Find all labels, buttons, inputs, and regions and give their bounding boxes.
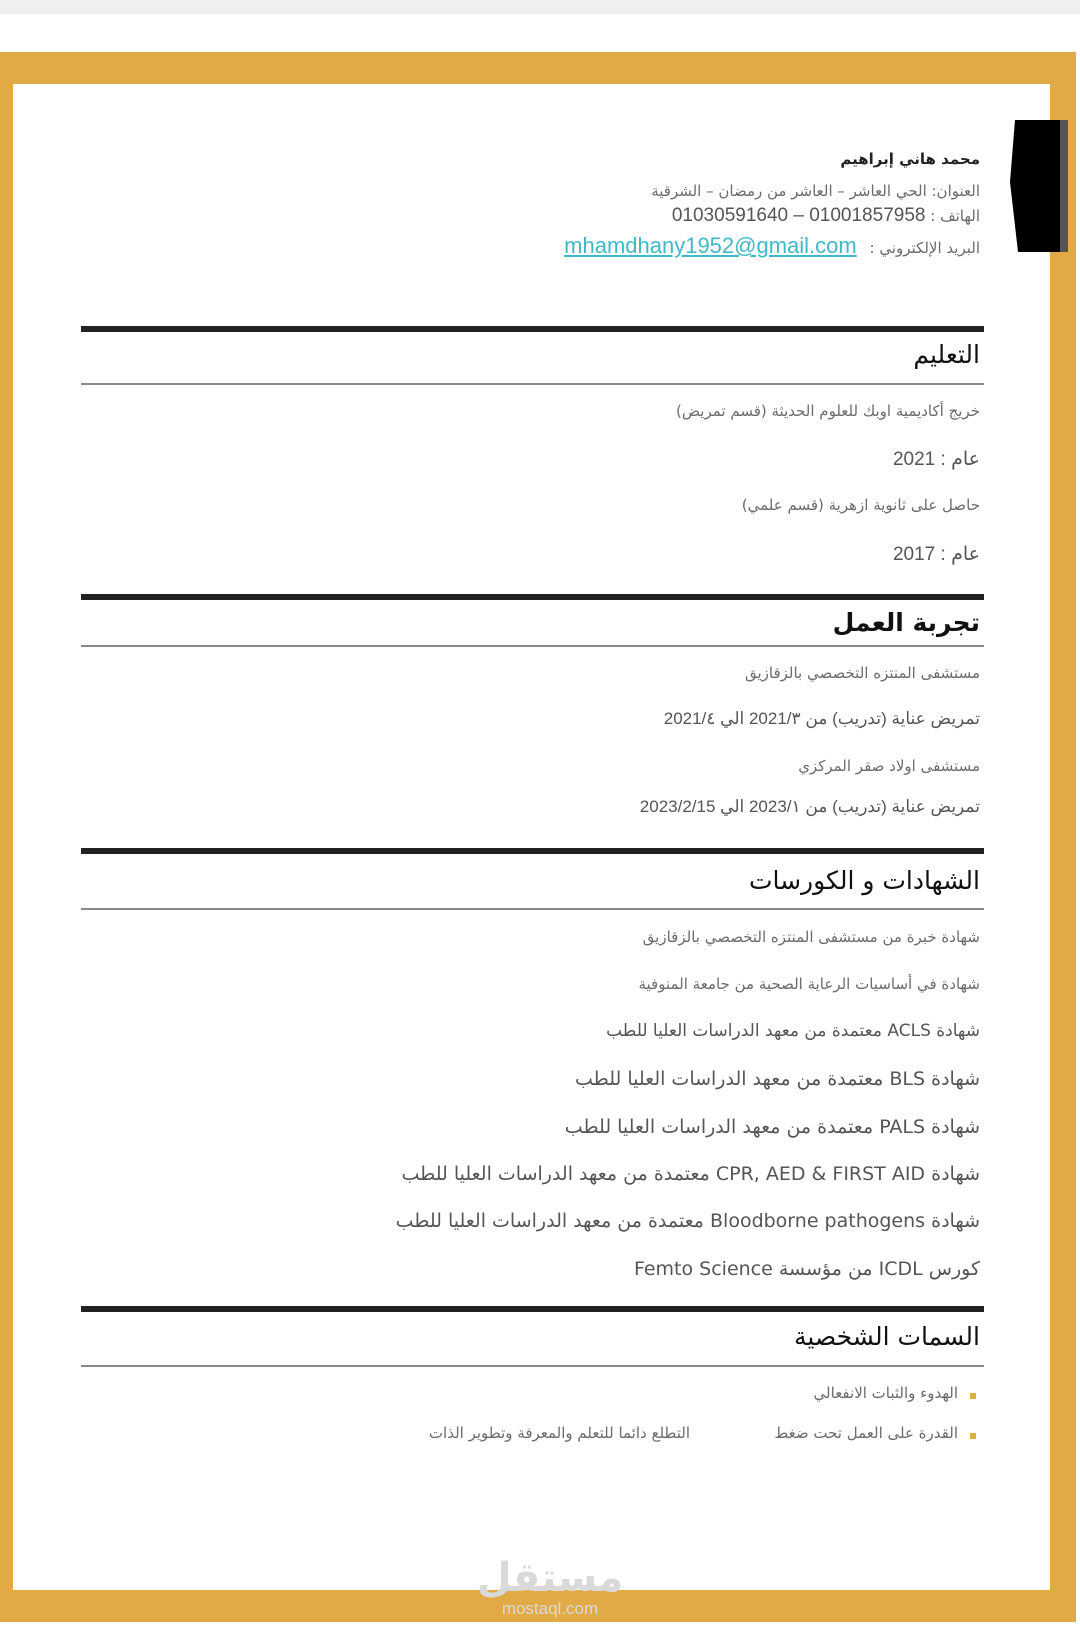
certificate-item: شهادة ACLS معتمدة من معهد الدراسات العليا للطب (606, 1021, 980, 1041)
trait-item: التطلع دائما للتعلم والمعرفة وتطوير الذات (428, 1424, 690, 1442)
section-rule-bottom (81, 645, 984, 647)
education-heading: التعليم (913, 340, 980, 369)
watermark-logo: مستقل mostaql.com (476, 1555, 624, 1618)
traits-heading: السمات الشخصية (793, 1322, 980, 1351)
phone-label: الهاتف : (930, 207, 980, 225)
certificate-item: كورس ICDL من مؤسسة Femto Science (633, 1258, 980, 1280)
experience-item: تمريض عناية (تدريب) من 2023/١ الي 2023/2/15 (639, 797, 980, 816)
address-line: العنوان: الحي العاشر – العاشر من رمضان – الشرقية (651, 182, 980, 200)
section-rule-top (81, 1306, 984, 1312)
certificate-item: شهادة في أساسيات الرعاية الصحية من جامعة المنوفية (638, 975, 980, 993)
section-rule-bottom (81, 908, 984, 910)
certificate-item: شهادة CPR, AED & FIRST AID معتمدة من معهد الدراسات العليا للطب (401, 1163, 980, 1185)
education-item: عام : 2017 (892, 544, 980, 565)
certificate-item: شهادة PALS معتمدة من معهد الدراسات العليا للطب (564, 1116, 980, 1138)
certificate-item: شهادة Bloodborne pathogens معتمدة من معهد الدراسات العليا للطب (395, 1210, 980, 1232)
trait-item: الهدوء والثبات الانفعالي (813, 1384, 958, 1402)
experience-item: مستشفى المنتزه التخصصي بالزقازيق (744, 664, 980, 682)
section-rule-top (81, 326, 984, 332)
email-label: البريد الإلكتروني : (869, 239, 980, 257)
section-rule-bottom (81, 383, 984, 385)
experience-heading: تجربة العمل (832, 608, 980, 637)
trait-item: القدرة على العمل تحت ضغط (774, 1424, 958, 1442)
certificate-item: شهادة خبرة من مستشفى المنتزه التخصصي بالزقازيق (642, 928, 980, 946)
phone-line (672, 205, 980, 227)
phone-value: 01030591640 – 01001857958 (671, 205, 926, 226)
section-rule-top (81, 594, 984, 600)
education-item: حاصل على ثانوية ازهرية (قسم علمي) (741, 496, 980, 514)
email-link[interactable]: mhamdhany1952@gmail.com (564, 233, 857, 258)
experience-item: تمريض عناية (تدريب) من 2021/٣ الي 2021/٤ (663, 709, 980, 728)
certificate-item: شهادة BLS معتمدة من معهد الدراسات العليا للطب (574, 1068, 980, 1090)
section-rule-top (81, 848, 984, 854)
experience-item: مستشفى اولاد صقر المركزي (798, 757, 980, 775)
email-line (564, 233, 980, 259)
bullet-icon (970, 1433, 976, 1439)
section-rule-bottom (81, 1365, 984, 1367)
education-item: عام : 2021 (892, 449, 980, 470)
candidate-name: محمد هاني إبراهيم (840, 150, 980, 168)
bullet-icon (970, 1393, 976, 1399)
education-item: خريج أكاديمية اوبك للعلوم الحديثة (قسم تمريض) (676, 402, 980, 420)
certificates-heading: الشهادات و الكورسات (748, 866, 980, 895)
